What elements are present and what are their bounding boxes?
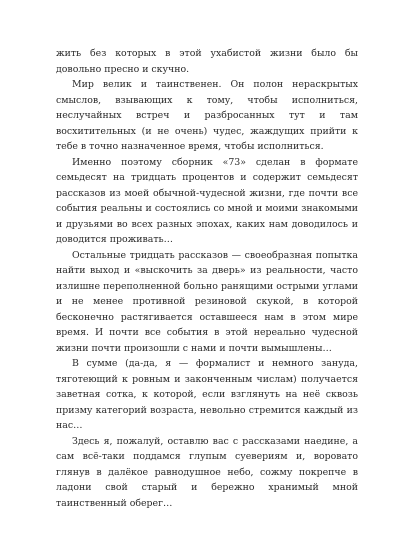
paragraph: Здесь я, пожалуй, оставлю вас с рассказами наедине, а сам всё-таки поддамся глупым суевериям и, воровато глянув в далёкое равнодушное небо, сожму покрепче в ладони свой старый и бережно хранимый мной таинственный оберег…: [56, 435, 358, 509]
paragraph: Именно поэтому сборник «73» сделан в формате семьдесят на тридцать процентов и содержит семьдесят рассказов из моей обычной-чудесной жизни, где почти все события реальны и состоялись со мной и моими знакомыми и друзьями во всех разных эпохах, каких нам доводилось и доводится проживать…: [56, 156, 358, 245]
paragraph: В сумме (да-да, я — формалист и немного зануда, тяготеющий к ровным и законченным числам) получается заветная сотка, к которой, если взглянуть на неё сквозь призму категорий возраста, невольно стремится каждый из нас…: [56, 358, 358, 431]
paragraph-continuation: жить без которых в этой ухабистой жизни было бы довольно пресно и скучно.: [56, 48, 358, 75]
paragraph: Мир велик и таинственен. Он полон нераскрытых смыслов, взывающих к тому, чтобы исполниться, неслучайных встреч и разбросанных тут и там восхитительных (и не очень) чудес, жаждущих прийти к тебе в точно назначенное время, чтобы исполниться.: [56, 79, 358, 152]
page-body: [56, 46, 358, 511]
paragraph: Остальные тридцать рассказов — своеобразная попытка найти выход и «выскочить за дверь» из реальности, часто излишне переполненной больно ранящими острыми углами и не менее противной резиновой скукой, в которой бесконечно растягивается оставшееся нам в этом мире время. И почти все события в этой нереально чудесной жизни почти произошли с нами и почти вымышлены…: [56, 249, 358, 354]
